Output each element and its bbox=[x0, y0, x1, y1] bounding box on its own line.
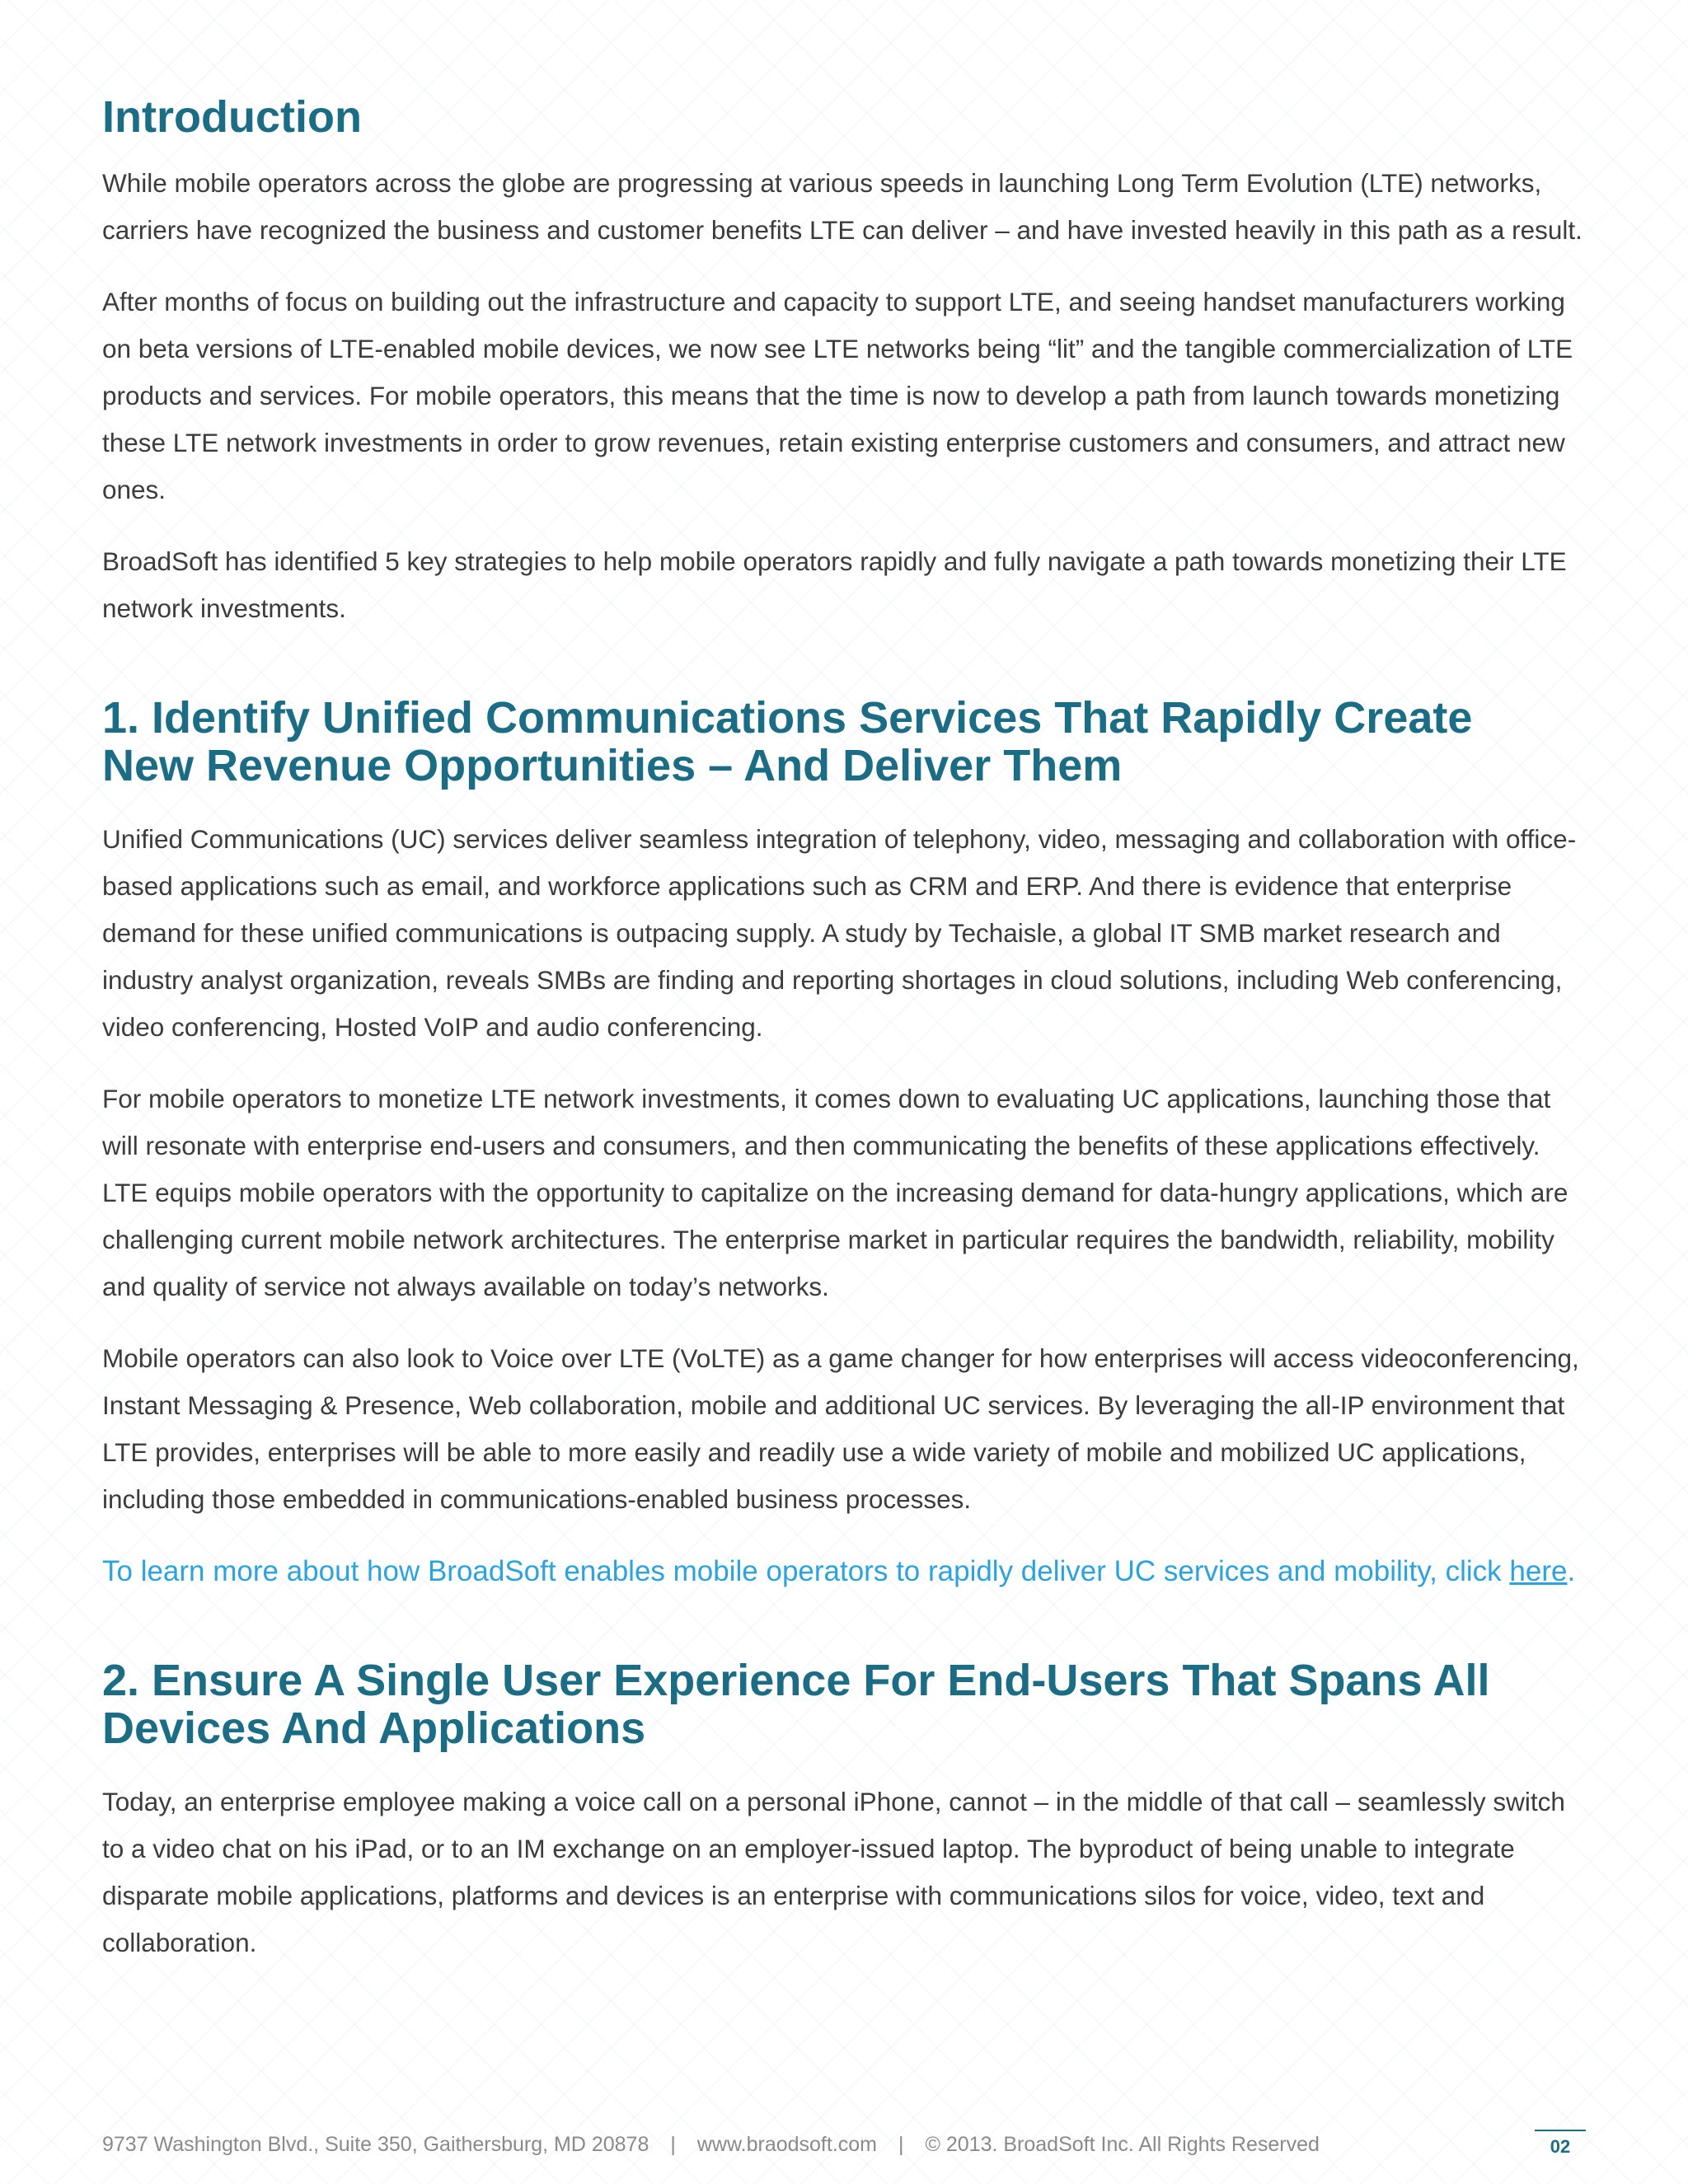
intro-paragraph: BroadSoft has identified 5 key strategies to help mobile operators rapidly and fully navigate a path towards monetizing their LTE network investments. bbox=[102, 546, 1567, 623]
intro-paragraph: After months of focus on building out the infrastructure and capacity to support LTE, and seeing handset manufacturers working on beta versions of LTE-enabled mobile devices, we now see LTE networks being “lit” and the tangible commercialization of LTE products and services. For mobile operators, this means that the time is now to develop a path from launch towards monetizing these LTE network investments in order to grow revenues, retain existing enterprise customers and consumers, and attract new ones. bbox=[102, 287, 1573, 504]
section2-heading bbox=[102, 1657, 1586, 1752]
section2-heading-line2: Devices And Applications bbox=[102, 1704, 646, 1753]
footer-separator: | bbox=[898, 2133, 904, 2156]
section1-paragraph: For mobile operators to monetize LTE network investments, it comes down to evaluating UC applications, launching those that will resonate with enterprise end-users and consumers, and then communicating the benefits of these applications effectively. LTE equips mobile operators with the opportunity to capitalize on the increasing demand for data-hungry applications, which are challenging current mobile network architectures. The enterprise market in particular requires the bandwidth, reliability, mobility and quality of service not always available on today’s networks. bbox=[102, 1084, 1568, 1301]
page-footer bbox=[102, 2133, 1586, 2166]
footer-address: 9737 Washington Blvd., Suite 350, Gaithersburg, MD 20878 bbox=[102, 2133, 649, 2156]
section1-heading bbox=[102, 694, 1586, 790]
section1-paragraph: Mobile operators can also look to Voice over LTE (VoLTE) as a game changer for how enterprises will access videoconferencing, Instant Messaging & Presence, Web collaboration, mobile and additional UC services. By leveraging the all-IP environment that LTE provides, enterprises will be able to more easily and readily use a wide variety of mobile and mobilized UC applications, including those embedded in communications-enabled business processes. bbox=[102, 1343, 1579, 1514]
footer-website-link[interactable]: www.braodsoft.com bbox=[696, 2133, 877, 2156]
learn-more-link[interactable]: here bbox=[1509, 1555, 1568, 1587]
section2-heading-line1: 2. Ensure A Single User Experience For End-Users That Spans All bbox=[102, 1656, 1490, 1705]
learn-more-text: To learn more about how BroadSoft enables mobile operators to rapidly deliver UC services and mobility, click bbox=[102, 1555, 1510, 1587]
learn-more-callout bbox=[102, 1548, 1586, 1595]
intro-paragraph: While mobile operators across the globe are progressing at various speeds in launching Long Term Evolution (LTE) networks, carriers have recognized the business and customer benefits LTE can deliver – and have invested heavily in this path as a result. bbox=[102, 168, 1582, 245]
page-number: 02 bbox=[1535, 2130, 1586, 2158]
section1-heading-line1: 1. Identify Unified Communications Services That Rapidly Create bbox=[102, 693, 1473, 743]
learn-more-period: . bbox=[1567, 1555, 1576, 1587]
section2-paragraph: Today, an enterprise employee making a voice call on a personal iPhone, cannot – in the middle of that call – seamlessly switch to a video chat on his iPad, or to an IM exchange on an employer-issued laptop. The byproduct of being unable to integrate disparate mobile applications, platforms and devices is an enterprise with communications silos for voice, video, text and collaboration. bbox=[102, 1787, 1565, 1957]
section1-heading-line2: New Revenue Opportunities – And Deliver Them bbox=[102, 741, 1123, 790]
intro-heading: Introduction bbox=[102, 92, 362, 142]
footer-separator: | bbox=[670, 2133, 676, 2156]
footer-copyright: © 2013. BroadSoft Inc. All Rights Reserved bbox=[925, 2133, 1320, 2156]
document-page bbox=[102, 0, 1586, 1991]
section1-paragraph: Unified Communications (UC) services deliver seamless integration of telephony, video, messaging and collaboration with office-based applications such as email, and workforce applications such as CRM and ERP. And there is evidence that enterprise demand for these unified communications is outpacing supply. A study by Techaisle, a global IT SMB market research and industry analyst organization, reveals SMBs are finding and reporting shortages in cloud solutions, including Web conferencing, video conferencing, Hosted VoIP and audio conferencing. bbox=[102, 824, 1577, 1042]
